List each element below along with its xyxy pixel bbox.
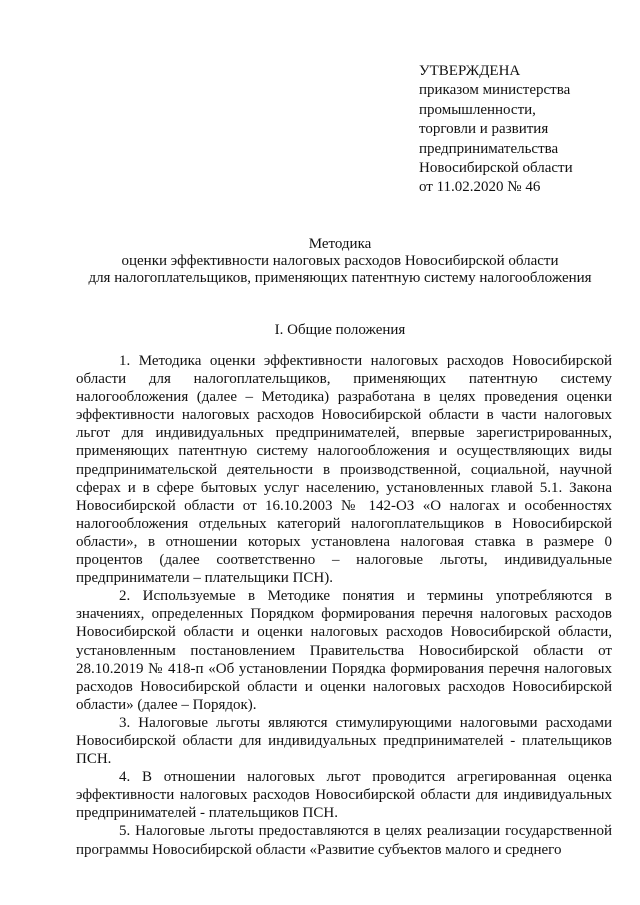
paragraph-1: 1. Методика оценки эффективности налоговых расходов Новосибирской области для налогоплательщиков, применяющих патентную систему налогообложения (далее – Методика) разработана в целях проведения оценки эффективности налоговых расходов Новосибирской области в части налоговых льгот для индивидуальных предпринимателей, впервые зарегистрированных, применяющих патентную систему налогообложения и осуществляющих виды предпринимательской деятельности в производственной, социальной, научной сферах и в сфере бытовых услуг населению, установленных главой 5.1. Закона Новосибирской области от 16.10.2003 № 142-ОЗ «О налогах и особенностях налогообложения отдельных категорий налогоплательщиков в Новосибирской области», в отношении которых установлена налоговая ставка в размере 0 процентов (далее соответственно – налоговые льготы, индивидуальные предприниматели – плательщики ПСН). xyxy=(76,353,612,587)
paragraph-5: 5. Налоговые льготы предоставляются в целях реализации государственной программы Новосибирской области «Развитие субъектов малого и среднего xyxy=(76,823,612,858)
document-body xyxy=(76,352,612,859)
approval-stamp xyxy=(419,62,619,198)
paragraph-3: 3. Налоговые льготы являются стимулирующими налоговыми расходами Новосибирской области для индивидуальных предпринимателей - плательщиков ПСН. xyxy=(76,714,612,768)
section-heading: I. Общие положения xyxy=(274,322,406,338)
document-title xyxy=(60,236,620,287)
approval-line: предпринимательства xyxy=(419,140,559,157)
paragraph-2: 2. Используемые в Методике понятия и термины употребляются в значениях, определенных Порядком формирования перечня налоговых расходов Новосибирской области и оценки налоговых расходов Новосибирской области, установленным постановлением Правительства Новосибирской области от 28.10.2019 № 418-п «Об установлении Порядка формирования перечня налоговых расходов Новосибирской области и оценки налоговых расходов Новосибирской области» (далее – Порядок). xyxy=(76,588,612,713)
approval-date: от 11.02.2020 № 46 xyxy=(419,179,541,196)
approval-line: Новосибирской области xyxy=(419,160,573,177)
approval-line: промышленности, xyxy=(419,101,536,118)
title-line: Методика xyxy=(308,236,372,252)
approval-line: приказом министерства xyxy=(419,82,571,99)
title-line: оценки эффективности налоговых расходов Новосибирской области xyxy=(121,253,559,269)
approval-line: торговли и развития xyxy=(419,121,549,138)
paragraph-4: 4. В отношении налоговых льгот проводится агрегированная оценка эффективности налоговых расходов Новосибирской области для индивидуальных предпринимателей - плательщиков ПСН. xyxy=(76,769,612,822)
title-line: для налогоплательщиков, применяющих патентную систему налогообложения xyxy=(88,270,592,286)
approval-heading: УТВЕРЖДЕНА xyxy=(419,63,521,79)
